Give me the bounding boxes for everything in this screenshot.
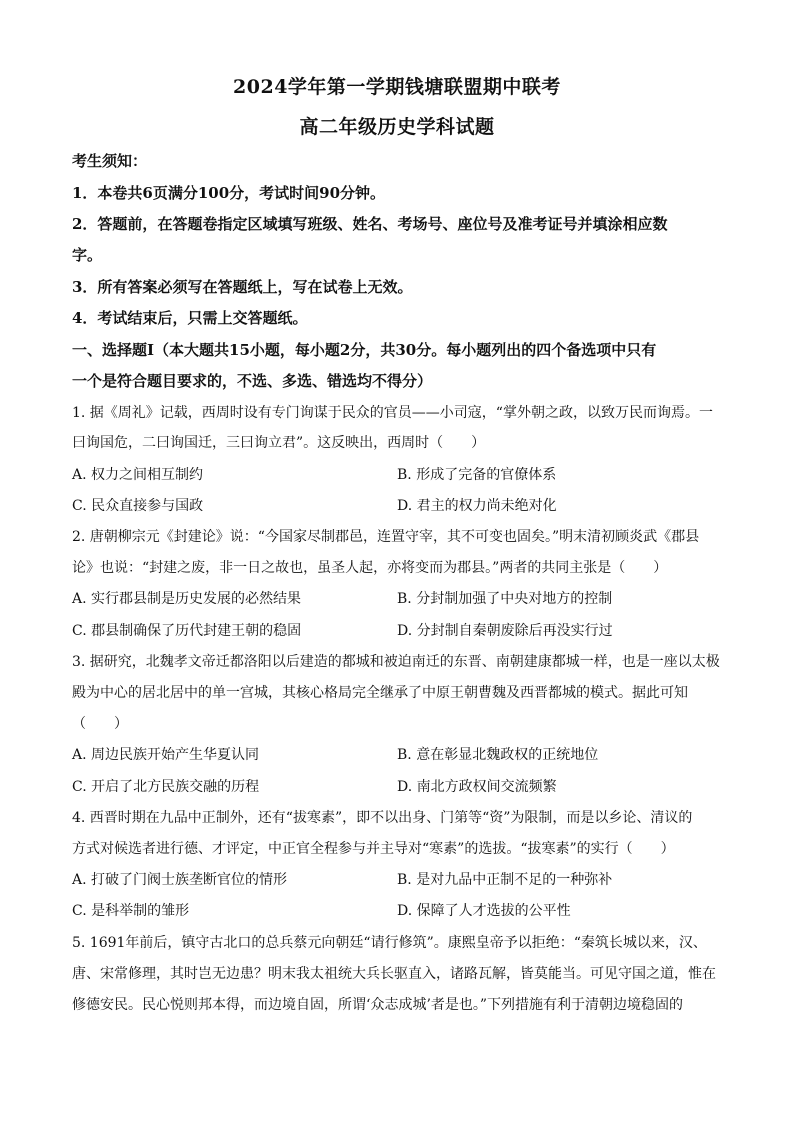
question-3-option-c: C. 开启了北方民族交融的历程 (72, 779, 260, 795)
section-heading: 一、选择题Ⅰ（本大题共15小题，每小题2分，共30分。每小题列出的四个备选项中只有 (72, 341, 657, 359)
question-4-text: 方式对候选者进行德、才评定，中正官全程参与并主导对“寒素”的选拔。“拔寒素”的实行（ ） (72, 841, 675, 857)
question-2-option-d: D. 分封制自秦朝废除后再没实行过 (397, 623, 613, 639)
question-2-option-a: A. 实行郡县制是历史发展的必然结果 (72, 591, 302, 607)
question-2-option-b: B. 分封制加强了中央对地方的控制 (397, 591, 613, 607)
question-2-option-c: C. 郡县制确保了历代封建王朝的稳固 (72, 623, 302, 639)
question-2-text: 2. 唐朝柳宗元《封建论》说：“今国家尽制郡邑，连置守宰，其不可变也固矣。”明末清初顾炎武《郡县 (72, 529, 700, 545)
question-5-text: 唐、宋常修理，其时岂无边患？明末我太祖统大兵长驱直入，诸路瓦解，皆莫能当。可见守国之道，惟在 (72, 966, 716, 982)
question-5-text: 5. 1691年前后，镇守古北口的总兵蔡元向朝廷“请行修筑”。康熙皇帝予以拒绝：“秦筑长城以来，汉、 (72, 935, 707, 951)
question-3-text: 3. 据研究，北魏孝文帝迁都洛阳以后建造的都城和被迫南迁的东晋、南朝建康都城一样，也是一座以太极 (72, 654, 720, 670)
notice-heading: 考生须知： (72, 152, 148, 170)
question-1-option-a: A. 权力之间相互制约 (72, 467, 204, 483)
notice-item: 字。 (72, 246, 103, 264)
exam-subtitle: 高二年级历史学科试题 (299, 116, 495, 138)
question-5-text: 修德安民。民心悦则邦本得，而边境自固，所谓‘众志成城’者是也。”下列措施有利于清朝边境稳固的 (72, 997, 684, 1013)
question-1-option-c: C. 民众直接参与国政 (72, 498, 204, 514)
question-2-text: 论》也说：“封建之废，非一日之故也，虽圣人起，亦将变而为郡县。”两者的共同主张是（ ） (72, 560, 668, 576)
notice-item: 3．所有答案必须写在答题纸上，写在试卷上无效。 (72, 278, 413, 296)
question-1-option-b: B. 形成了完备的官僚体系 (397, 467, 557, 483)
question-1-text: 1. 据《周礼》记载，西周时设有专门询谋于民众的官员——小司寇，“掌外朝之政，以致万民而询焉。一 (72, 405, 713, 421)
question-4-text: 4. 西晋时期在九品中正制外，还有“拔寒素”，即不以出身、门第等“资”为限制，而是以乡论、清议的 (72, 810, 693, 826)
question-4-option-c: C. 是科举制的雏形 (72, 903, 190, 919)
question-1-text: 曰询国危，二曰询国迁，三曰询立君”。这反映出，西周时（ ） (72, 435, 486, 451)
question-3-option-a: A. 周边民族开始产生华夏认同 (72, 747, 260, 763)
question-4-option-b: B. 是对九品中正制不足的一种弥补 (397, 872, 613, 888)
notice-item: 4．考试结束后，只需上交答题纸。 (72, 309, 308, 327)
question-3-option-d: D. 南北方政权间交流频繁 (397, 779, 557, 795)
question-4-option-a: A. 打破了门阀士族垄断官位的情形 (72, 872, 288, 888)
question-3-text: 殿为中心的居北居中的单一宫城，其核心格局完全继承了中原王朝曹魏及西晋都城的模式。据此可知 (72, 685, 688, 701)
notice-item: 2．答题前，在答题卷指定区域填写班级、姓名、考场号、座位号及准考证号并填涂相应数 (72, 215, 668, 233)
question-1-option-d: D. 君主的权力尚未绝对化 (397, 498, 557, 514)
question-3-option-b: B. 意在彰显北魏政权的正统地位 (397, 747, 599, 763)
section-heading-cont: 一个是符合题目要求的，不选、多选、错选均不得分） (72, 372, 433, 390)
question-3-text: （ ） (72, 716, 128, 732)
question-4-option-d: D. 保障了人才选拔的公平性 (397, 903, 571, 919)
notice-item: 1．本卷共6页满分100分，考试时间90分钟。 (72, 184, 386, 202)
exam-title: 2024学年第一学期钱塘联盟期中联考 (233, 76, 561, 98)
